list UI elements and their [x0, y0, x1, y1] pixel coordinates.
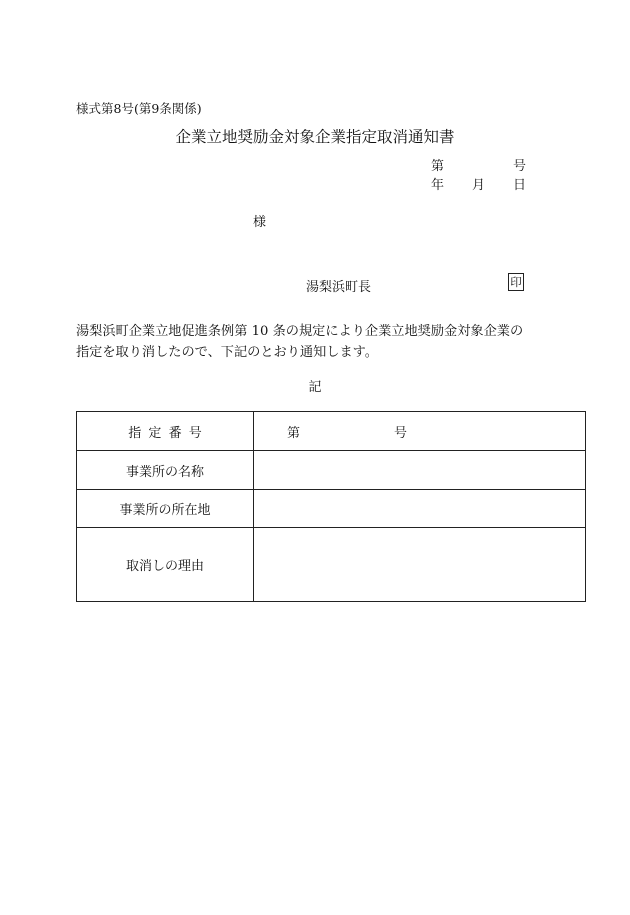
- row-label: 指定番号: [128, 425, 209, 441]
- value-suffix: 号: [394, 425, 408, 441]
- business-location-field[interactable]: [254, 490, 586, 528]
- table-label-cell: [77, 528, 254, 602]
- form-number: 様式第8号(第9条関係): [76, 101, 202, 116]
- row-label: 事業所の名称: [125, 464, 204, 480]
- table-row: [77, 490, 586, 528]
- business-name-field[interactable]: [254, 451, 586, 490]
- reference-go: 号: [513, 159, 527, 174]
- detail-table: [76, 411, 586, 602]
- designation-number-field[interactable]: [254, 412, 586, 451]
- body-text-line-1: 湯梨浜町企業立地促進条例第 10 条の規定により企業立地奨励金対象企業の: [76, 324, 524, 339]
- table-label-cell: [77, 490, 254, 528]
- cancellation-reason-field[interactable]: [254, 528, 586, 602]
- date-month: 月: [472, 178, 486, 193]
- row-label: 事業所の所在地: [119, 503, 211, 518]
- table-label-cell: [77, 451, 254, 490]
- addressee-honorific: 様: [253, 215, 267, 230]
- date-year: 年: [431, 178, 445, 193]
- table-label-cell: [77, 412, 254, 451]
- ki-heading: 記: [308, 380, 322, 395]
- table-row: [77, 528, 586, 602]
- issuer-title: 湯梨浜町長: [306, 280, 372, 295]
- reference-dai: 第: [431, 159, 445, 174]
- table-row: [77, 451, 586, 490]
- document-title: 企業立地奨励金対象企業指定取消通知書: [175, 128, 455, 146]
- table-row: [77, 412, 586, 451]
- date-day: 日: [513, 178, 527, 193]
- row-label: 取消しの理由: [125, 559, 204, 574]
- seal-stamp: 印: [508, 273, 524, 291]
- value-prefix: 第: [287, 425, 301, 441]
- body-text-line-2: 指定を取り消したので、下記のとおり通知します。: [76, 345, 378, 360]
